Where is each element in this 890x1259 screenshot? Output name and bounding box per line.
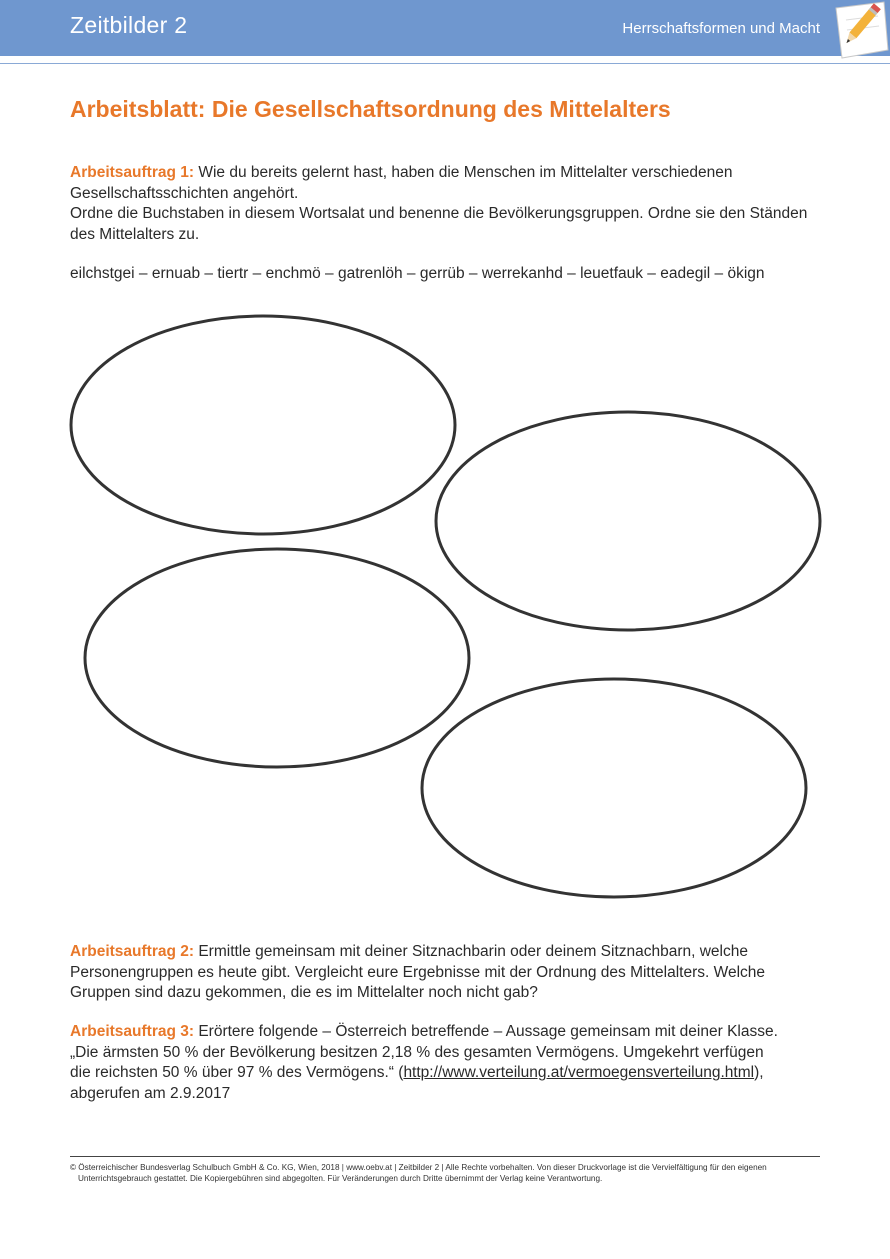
task-1-label: Arbeitsauftrag 1: bbox=[70, 164, 195, 181]
task-3-line-2: „Die ärmsten 50 % der Bevölkerung besitzen 2,18 % des gesamten Vermögens. Umgekehrt verfügen bbox=[70, 1043, 764, 1061]
header-divider bbox=[0, 63, 890, 64]
task-3-line-3a: die reichsten 50 % über 97 % des Vermögens.“ ( bbox=[70, 1064, 404, 1081]
answer-ellipse-2[interactable] bbox=[436, 412, 820, 630]
header-bar bbox=[0, 0, 890, 56]
answer-ellipse-1[interactable] bbox=[71, 316, 455, 534]
footer-line-1: © Österreichischer Bundesverlag Schulbuch GmbH & Co. KG, Wien, 2018 | www.oebv.at | Zeitbilder 2 | Alle Rechte vorbehalten. Von dieser Druckvorlage ist die Vervielfältigung für den eigenen bbox=[70, 1163, 767, 1172]
footer-divider bbox=[70, 1156, 820, 1157]
source-link[interactable]: http://www.verteilung.at/vermoegensverteilung.html bbox=[403, 1064, 755, 1081]
task-2-line-1: Ermittle gemeinsam mit deiner Sitznachbarin oder deinem Sitznachbarn, welche bbox=[194, 943, 748, 960]
word-scramble: eilchstgei – ernuab – tiertr – enchmö – gatrenlöh – gerrüb – werrekanhd – leuetfauk – eadegil – ökign bbox=[70, 265, 765, 282]
section-title: Herrschaftsformen und Macht bbox=[622, 20, 820, 37]
book-title: Zeitbilder 2 bbox=[70, 12, 188, 38]
answer-ellipse-4[interactable] bbox=[422, 679, 806, 897]
task-3-line-4: abgerufen am 2.9.2017 bbox=[70, 1084, 231, 1102]
task-2-line-2: Personengruppen es heute gibt. Vergleicht eure Ergebnisse mit der Ordnung des Mittelalters. Welche bbox=[70, 963, 766, 981]
task-1-line-2: Gesellschaftsschichten angehört. bbox=[70, 184, 299, 202]
task-2-line-3: Gruppen sind dazu gekommen, die es im Mittelalter noch nicht gab? bbox=[70, 984, 538, 1001]
pencil-note-icon bbox=[832, 0, 890, 62]
task-3-line-3b: ), bbox=[754, 1064, 764, 1081]
task-2 bbox=[70, 942, 820, 1004]
task-2-label: Arbeitsauftrag 2: bbox=[70, 943, 195, 960]
answer-ellipse-3[interactable] bbox=[85, 549, 469, 767]
task-1-line-3: Ordne die Buchstaben in diesem Wortsalat und benenne die Bevölkerungsgruppen. Ordne sie den Ständen bbox=[70, 205, 808, 222]
footer-line-2: Unterrichtsgebrauch gestattet. Die Kopiergebühren sind abgegolten. Für Veränderungen durch Dritte übernimmt der Verlag keine Verantwortung. bbox=[78, 1174, 603, 1183]
task-1-line-1: Wie du bereits gelernt hast, haben die Menschen im Mittelalter verschiedenen bbox=[194, 164, 733, 181]
copyright-footer bbox=[70, 1162, 820, 1184]
task-3-label: Arbeitsauftrag 3: bbox=[70, 1023, 195, 1040]
task-1 bbox=[70, 163, 820, 245]
task-3-line-1: Erörtere folgende – Österreich betreffende – Aussage gemeinsam mit deiner Klasse. bbox=[194, 1023, 778, 1040]
task-1-line-4: des Mittelalters zu. bbox=[70, 225, 200, 243]
task-3 bbox=[70, 1022, 820, 1104]
worksheet-title: Arbeitsblatt: Die Gesellschaftsordnung des Mittelalters bbox=[70, 96, 671, 122]
